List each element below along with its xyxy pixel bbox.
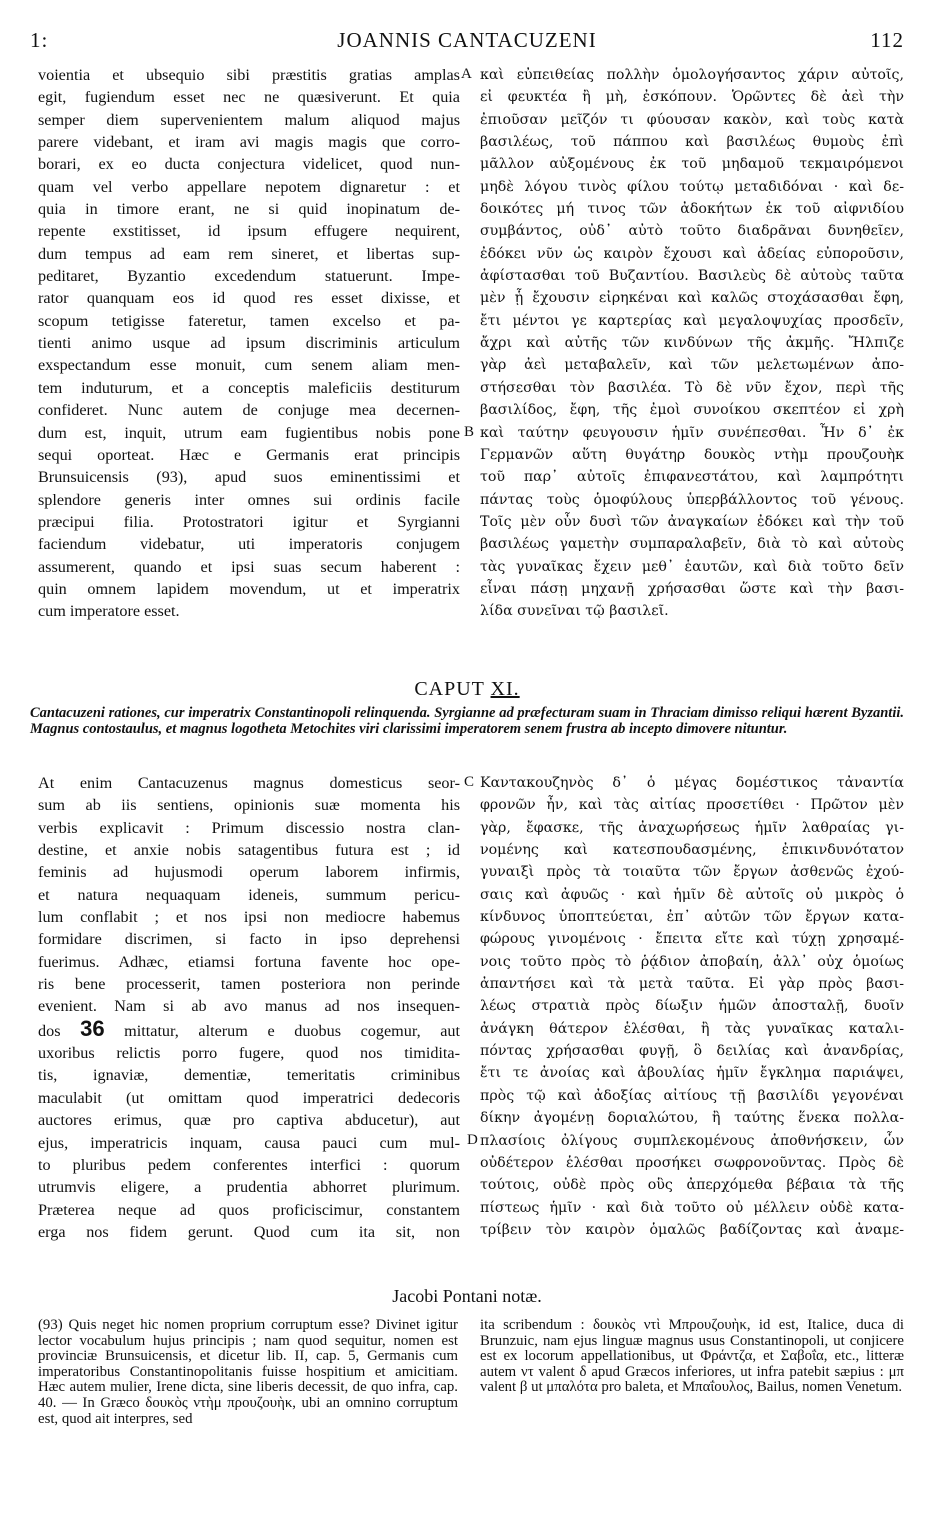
latin-line: evenient. Nam si ab avo manus ad nos insequen- <box>38 997 460 1016</box>
greek-line: φρονῶν ἦν, καὶ τὰς αἰτίας προσετίθει · Πρῶτον μὲν <box>480 797 904 814</box>
latin-line: semper diem supervenientem malum aliquod majus <box>38 110 460 129</box>
latin-line: sum ab iis sentiens, opinionis suæ momenta his <box>38 796 460 815</box>
latin-line: tem induturum, et a conceptis maleficiis destiturum <box>38 378 460 397</box>
margin-letter-c: C <box>464 774 475 790</box>
greek-line: Γερμανῶν αὕτη θυγάτηρ δουκὸς ντὴμ προυζουὴκ <box>480 446 904 463</box>
greek-line: τούτοις, οὐδὲ πρὸς οὓς ἀπερχόμεθα βέβαια τὰ τῆς <box>480 1177 904 1194</box>
latin-line: tis, ignaviæ, dementiæ, temeritatis criminibus <box>38 1066 460 1085</box>
greek-line: δίκην ἀγομένῃ δοριαλώτου, ἢ ταύτης ἕνεκα πολλα- <box>480 1110 904 1127</box>
latin-line: maculabit (ut omittam quod imperatrici dedecoris <box>38 1088 460 1107</box>
chapter-heading <box>0 678 934 701</box>
latin-line: dum tempus ad eam rem sineret, et libertas sup- <box>38 244 460 263</box>
greek-line: ἔτι τε ἀνοίας καὶ ἀβουλίας ἡμῖν ἔγκλημα παριάψει, <box>480 1065 904 1082</box>
latin-word-dos: dos <box>38 1021 61 1040</box>
greek-line: δοικότες μή τινος τῶν ἀδοκήτων ἐκ τοῦ αἰφνιδίου <box>480 201 904 218</box>
latin-line: fuerimus. Adhæc, etiamsi fortuna favente hoc ope- <box>38 952 460 971</box>
greek-line: στήσεσθαι τὸν βασιλέα. Τὸ δὲ νῦν ἔχον, περὶ τῆς <box>480 379 904 396</box>
margin-letter-d: D <box>467 1132 478 1148</box>
latin-line: confideret. Nunc autem de conjuge mea decernen- <box>38 401 460 420</box>
latin-column-bottom <box>38 772 460 1243</box>
running-header <box>30 28 904 58</box>
greek-line: ἄχρι καὶ αὐτῆς τῶν κινδύνων τῆς ἀκμῆς. Ἤλπιζε <box>480 335 904 352</box>
greek-line: τὰς γυναῖκας ἔχειν μεθ᾽ ἑαυτῶν, καὶ διὰ τοῦτο δεῖν <box>480 558 904 575</box>
greek-line: κίνδυνος ὑποπτεύεται, ἐπ᾽ αὐτῶν τῶν ἔργων κατα- <box>480 909 904 926</box>
greek-line: πλασίοις ὀλίγους συμπλεκομένους ἀποθνήσκειν, ὧν <box>480 1132 904 1149</box>
latin-line: borari, ex eo ducta conjectura videlicet, quod nun- <box>38 155 460 174</box>
greek-line: καὶ εὐπειθείας πολλὴν ὁμολογήσαντος χάριν αὐτοῖς, <box>480 67 904 83</box>
running-title: JOANNIS CANTACUZENI <box>337 28 597 52</box>
latin-line: feminis ad hujusmodi operum laborem infirmis, <box>38 863 460 882</box>
greek-line: ἀφίστασθαι τοῦ Βυζαντίου. Βασιλεὺς δὲ αὐτοὺς ταῦτα <box>480 268 904 285</box>
latin-line: At enim Cantacuzenus magnus domesticus seor- <box>38 774 460 792</box>
greek-line: πόντας χρήσασθαι φυγῇ, ὃ δειλίας καὶ ἀνανδρίας, <box>480 1043 904 1060</box>
greek-line: πρὸς τῷ καὶ ἀδοξίας αἰτίους τῇ βασιλίδι γεγονέναι <box>480 1087 904 1104</box>
greek-line: λέως στρατιὰ πρὸς δίωξιν ἡμῶν ἀποσταλῇ, δυοῖν <box>480 998 904 1015</box>
latin-column-top <box>38 64 460 623</box>
greek-line: εἰ φευκτέα ἢ μὴ, ἐσκόπουν. Ὁρῶντες δὲ ἀεὶ τὴν <box>480 89 904 106</box>
latin-line: assumerent, quando et ipsi suas secum haberent : <box>38 557 460 576</box>
latin-line: to pluribus pedem conferentes interfici : quorum <box>38 1155 460 1174</box>
greek-line: εἶναι πάσῃ μηχανῇ χρήσασθαι ὥστε καὶ τὴν βασι- <box>480 580 904 597</box>
greek-line: λίδα συνεῖναι τῷ βασιλεῖ. <box>480 603 669 620</box>
folio-number-36: 36 <box>80 1015 105 1041</box>
greek-line: γὰρ ἀεὶ μεταβαλεῖν, καὶ τῶν μελετωμένων ἀπο- <box>480 357 904 374</box>
latin-line-36 <box>38 1015 460 1042</box>
greek-line: καὶ ταύτην φευγουσιν ἡμῖν συνέπεσθαι. Ἦν δ᾽ ἐκ <box>480 424 904 441</box>
latin-line: ejus, imperatricis inquam, causa pauci cum mul- <box>38 1133 460 1152</box>
latin-line: faciendum videbatur, uti imperatoris conjugem <box>38 535 460 554</box>
latin-line: et natura nequaquam ideneis, summum pericu- <box>38 885 460 904</box>
page-number-right: 112 <box>870 28 904 52</box>
greek-line: βασιλέως, τοῦ πάππου καὶ βασιλέως θυμοὺς ἐπὶ <box>480 134 904 151</box>
latin-line: Brunsuicensis (93), apud suos eminentissimi et <box>38 468 460 487</box>
latin-line: tienti animo usque ad ipsum discriminis articulum <box>38 334 460 353</box>
greek-line: τοῦ παρ᾽ αὐτοῖς ἐπιφανεστάτου, καὶ λαμπρότητι <box>480 469 904 486</box>
greek-line: πάντας τοὺς ὁμοφύλους ὑπερβάλλοντος τοῦ γένους. <box>480 491 904 508</box>
greek-line: μηδὲ λόγου τινὸς φίλου τούτῳ μεταδιδόναι · καὶ δε- <box>480 178 904 195</box>
notes-heading: Jacobi Pontani notæ. <box>392 1286 542 1306</box>
greek-line: τρίβειν τὸν καιρὸν ὁμαλῶς βαδίζοντας καὶ ἀναμε- <box>480 1221 904 1238</box>
greek-line: πίστεως ἡμῖν · καὶ διὰ τοῦτο οὐ μέλλειν οὐδὲ κατα- <box>480 1199 904 1216</box>
latin-line: repente exstitisset, id ipsum effugere nequirent, <box>38 222 460 241</box>
page-number-left: 1: <box>30 28 49 52</box>
chapter-argument: Cantacuzeni rationes, cur imperatrix Constantinopoli relinquenda. Syrgianne ad præfecturam suam in Thraciam dimisso reliqui hærent Byzantii. Magnus contostaulus, et magnus logotheta Metochites viri clarissimi imperatorem senem frustra ab incepto dimovere nituntur. <box>30 705 904 737</box>
greek-line: οὐδέτερον ἑλέσθαι προσήκει σωφρονοῦντας. Πρὸς δὲ <box>480 1154 904 1171</box>
latin-line: auctores erimus, quæ pro captiva abducetur), aut <box>38 1111 460 1130</box>
latin-line: quam vel verbo appellare nepotem dignaretur : et <box>38 177 460 196</box>
greek-column-top <box>480 64 904 623</box>
greek-line: βασιλίδος, ἔφη, τῆς ἐμοὶ συνοίκου σκεπτέον εἰ χρὴ <box>480 402 904 419</box>
latin-line-rest: mittatur, alterum e duobus cogemur, aut <box>124 1021 460 1040</box>
chapter-label: CAPUT <box>414 678 491 700</box>
latin-line: egit, fugiendum esset nec ne quæsiverunt. Et quia <box>38 88 460 107</box>
latin-line: cum imperatore esset. <box>38 602 180 621</box>
greek-line: γὰρ, ἔφασκε, τῆς ἀναχωρήσεως ἡμῖν λαθραίας γι- <box>480 819 904 836</box>
latin-line: rator quanquam eos id quod res esset dixisse, et <box>38 289 460 308</box>
latin-line: sequi oporteat. Hæc e Germanis erat principis <box>38 445 460 464</box>
greek-line: γυναιξὶ πρὸς τὰ τοιαῦτα τῶν ἔργων ἀσθενῶς ἐχού- <box>480 864 904 881</box>
greek-line: ἐδόκει νῦν ὡς καιρὸν ἔχουσι καὶ ἀδείας εὐποροῦσιν, <box>480 245 904 262</box>
greek-line: μᾶλλον αὐξομένους ἐκ τοῦ μηδαμοῦ τεκμαιρόμενοι <box>480 156 904 173</box>
latin-line: parere videbant, et iram avi magis magis que corro- <box>38 133 460 152</box>
greek-line: σαις καὶ ἀφυῶς · καὶ ἡμῖν δὲ αὐτοῖς οὐ μικρὸς ὁ <box>480 886 904 903</box>
greek-line: ἀπαντήσει καὶ τὰ μετὰ ταῦτα. Εἰ γὰρ πρὸς βασι- <box>480 976 904 993</box>
latin-line: formidare discrimen, si facto in ipso deprehensi <box>38 930 460 949</box>
greek-line: ἀνάγκη θάτερον ἑλέσθαι, ἢ τὰς γυναῖκας καταλι- <box>480 1020 904 1037</box>
greek-line: φώρους γινομένοις · ἔπειτα εἴτε καὶ τύχῃ χρησαμέ- <box>480 931 904 948</box>
footnote-left: (93) Quis neget hic nomen proprium corruptum esse? Divinet igitur lector vocabulum hujus principis ; nam quod sequitur, nomen est provinciæ Brunsuicensis, et dicetur lib. II, cap. 5, Germanis cum imperatoribus Constantinopolitanis fuisse hospitium et amicitiam. Hæc autem mulier, Irene dicta, sine liberis decessit, de quo infra, cap. 40. — In Græco δουκὸς ντὴμ προυζουὴκ, ubi an omnino corruptum est, quod ait interpres, sed <box>38 1317 458 1427</box>
latin-line: uxoribus relictis porro fugere, quod nos timidita- <box>38 1044 460 1063</box>
greek-line: Τοῖς μὲν οὖν δυσὶ τῶν ἀναγκαίων ἐδόκει καὶ τὴν τοῦ <box>480 513 904 530</box>
latin-line: quin omnem lapidem movendum, ut et imperatrix <box>38 579 460 598</box>
greek-line: μὲν ᾗ ἔχουσιν εἰρηκέναι καὶ καλῶς στοχάσασθαι ἔφη, <box>480 290 904 307</box>
greek-line: νομένης καὶ κατεσπουδασμένης, ἐπικινδυνότατον <box>480 842 904 859</box>
latin-line: præcipui filia. Protostratori igitur et Syrgianni <box>38 512 460 531</box>
greek-column-bottom <box>480 772 904 1241</box>
greek-line: βασιλέως γαμετὴν συμπαραλαβεῖν, διὰ τὸ καὶ αὐτοὺς <box>480 536 904 553</box>
footnote-right: ita scribendum : δουκὸς ντὶ Μπρουζουὴκ, id est, Italice, duca di Brunzuic, nam ejus linguæ magnus usus Constantinopoli, ut conjicere est ex locorum appellationibus, ut Φράντζα, et Σαβοΐα, etc., litteræ autem ντ valent δ apud Græcos inferiores, ut infra patebit sæpius : μπ valent β ut μπαλότα pro baleta, et Μπαΐουλος, Bailus, nomen Venetum. <box>480 1317 904 1396</box>
latin-line: utrumvis eligere, a prudentia abhorret plurimum. <box>38 1178 460 1197</box>
latin-line: ris bene processerit, tamen posteriora non perinde <box>38 975 460 994</box>
latin-line: erga nos fidem gerunt. Quod cum ita sit, non <box>38 1222 460 1241</box>
latin-line: Præterea neque ad quos proficiscimur, constantem <box>38 1200 460 1219</box>
latin-line: destine, et anxie nobis satagentibus futura est ; id <box>38 841 460 860</box>
latin-line: lum conflabit ; et nos ipsi non mediocre habemus <box>38 908 460 927</box>
greek-line: συμβάντος, οὐδ᾽ αὐτὸ τοῦτο διαδρᾶναι δυνηθεῖεν, <box>480 223 904 240</box>
greek-line: Καντακουζηνὸς δ᾽ ὁ μέγας δομέστικος τἀναντία <box>480 775 904 791</box>
latin-line: quia in timore erant, ne si quid inopinatum de- <box>38 200 460 219</box>
greek-line: ἔτι μέντοι γε καρτερίας καὶ μεγαλοψυχίας προσδεῖν, <box>480 312 904 329</box>
latin-line: voientia et ubsequio sibi præstitis gratias amplas <box>38 66 460 84</box>
greek-line: νοις τοῦτο πρὸς τὸ ῥᾴδιον ἀποβαίη, ἀλλ᾽ οὐχ ὁμοίως <box>480 953 904 970</box>
latin-line: exspectandum esse monuit, cum senem aliam men- <box>38 356 460 375</box>
greek-line: ἐπιοῦσαν μεῖζόν τι φύουσαν κακὸν, καὶ τοὺς κατὰ <box>480 111 904 128</box>
chapter-number: XI. <box>490 678 520 700</box>
latin-line: dum est, inquit, utrum eam fugientibus nobis pone <box>38 423 460 442</box>
latin-line: verbis explicavit : Primum discessio nostra clan- <box>38 818 460 837</box>
latin-line: scopum tetigisse fateretur, tamen excelso et pa- <box>38 311 460 330</box>
margin-letter-b: B <box>464 424 475 440</box>
latin-line: splendore generis inter omnes sui ordinis facile <box>38 490 460 509</box>
latin-line: peditaret, Byzantio excedendum statuerunt. Impe- <box>38 267 460 286</box>
margin-letter-a: A <box>461 66 472 82</box>
